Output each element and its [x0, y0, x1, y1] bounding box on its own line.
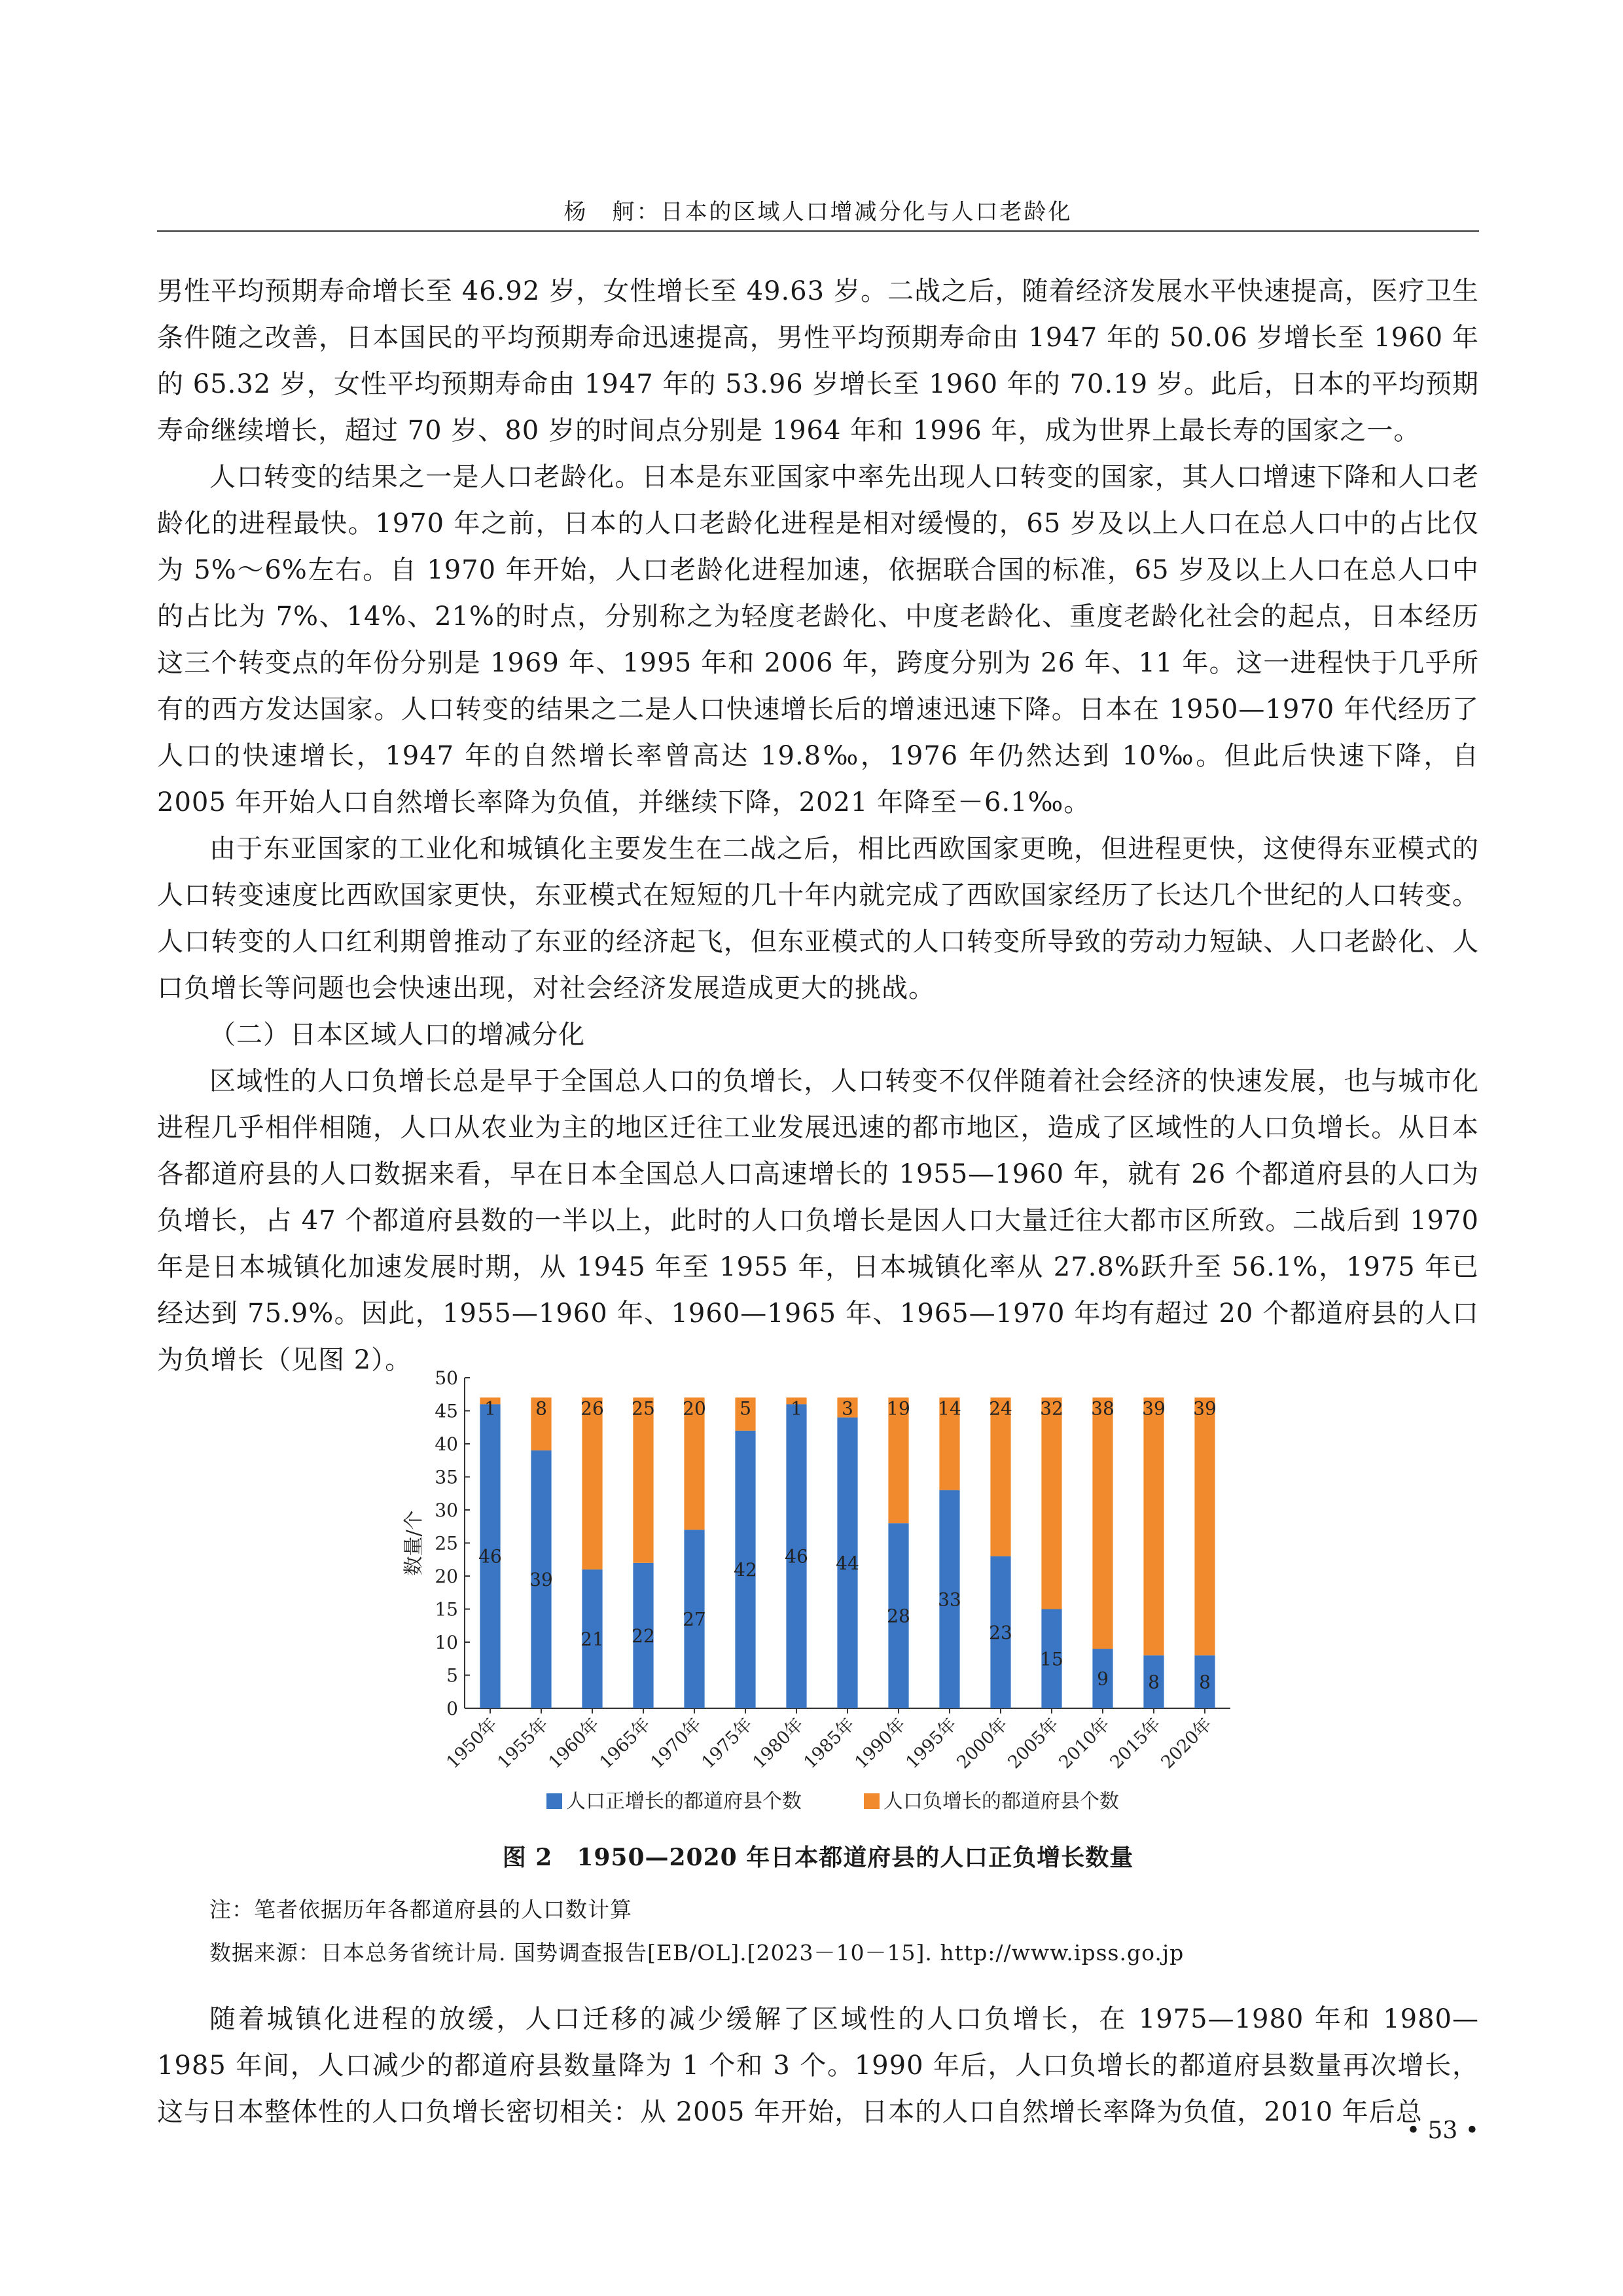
data-label-negative: 5 [740, 1397, 751, 1420]
data-label-positive: 46 [785, 1545, 808, 1568]
data-label-positive: 44 [836, 1552, 859, 1574]
running-header: 杨 舸：日本的区域人口增减分化与人口老龄化 [563, 199, 1073, 225]
figure-source: 数据来源：日本总务省统计局. 国势调查报告[EB/OL].[2023－10－15]. http://www.ipss.go.jp [209, 1940, 1185, 1965]
paragraph-east-asia: 由于东亚国家的工业化和城镇化主要发生在二战之后，相比西欧国家更晚，但进程更快，这使得东亚模式的人口转变速度比西欧国家更快，东亚模式在短短的几十年内就完成了西欧国家经历了长达几个世纪的人口转变。人口转变的人口红利期曾推动了东亚的经济起飞，但东亚模式的人口转变所导致的劳动力短缺、人口老龄化、人口负增长等问题也会快速出现，对社会经济发展造成更大的挑战。 [157, 834, 1479, 1003]
data-label-positive: 22 [632, 1624, 655, 1647]
x-tick-label: 1975年 [698, 1714, 757, 1773]
y-tick-label: 5 [446, 1664, 458, 1687]
data-label-negative: 1 [484, 1397, 496, 1420]
data-label-negative: 14 [938, 1397, 961, 1420]
data-label-positive: 28 [887, 1605, 910, 1627]
bar-negative [1092, 1397, 1113, 1649]
data-label-positive: 8 [1199, 1671, 1211, 1693]
x-tick-label: 2015年 [1106, 1714, 1165, 1773]
figure-note: 注：笔者依据历年各都道府县的人口数计算 [209, 1897, 632, 1922]
data-label-negative: 19 [887, 1397, 910, 1420]
data-label-positive: 9 [1097, 1668, 1109, 1690]
x-tick-label: 1980年 [749, 1714, 808, 1773]
legend-swatch-negative [864, 1793, 880, 1809]
stacked-bar-chart [402, 1342, 1257, 1852]
data-label-negative: 38 [1091, 1397, 1115, 1420]
y-tick-label: 40 [435, 1433, 458, 1455]
bar-negative [990, 1397, 1010, 1556]
paragraph-life-expectancy: 男性平均预期寿命增长至 46.92 岁，女性增长至 49.63 岁。二战之后，随着经济发展水平快速提高，医疗卫生条件随之改善，日本国民的平均预期寿命迅速提高，男性平均预期寿命由 1947 年的 50.06 岁增长至 1960 年的 65.32 岁，女性平均预期寿命由 1947 年的 53.96 岁增长至 1960 年的 70.19 岁。此后，日本的平均预期寿命继续增长，超过 70 岁、80 岁的时间点分别是 1964 年和 1996 年，成为世界上最长寿的国家之一。 [157, 276, 1479, 446]
data-label-positive: 42 [734, 1558, 757, 1581]
bar-negative [1194, 1397, 1215, 1655]
data-label-positive: 46 [478, 1545, 502, 1568]
x-tick-label: 1970年 [647, 1714, 705, 1773]
x-tick-label: 1990年 [851, 1714, 910, 1773]
bar-negative [1143, 1397, 1164, 1655]
legend-swatch-positive [546, 1793, 562, 1809]
x-tick-label: 2010年 [1055, 1714, 1114, 1773]
data-label-positive: 8 [1148, 1671, 1160, 1693]
y-tick-label: 30 [435, 1499, 458, 1521]
x-tick-label: 2020年 [1157, 1714, 1216, 1773]
legend-label-positive: 人口正增长的都道府县个数 [566, 1790, 802, 1813]
bar-negative [633, 1397, 653, 1563]
y-axis-label: 数量/个 [402, 1510, 425, 1576]
data-label-positive: 33 [938, 1588, 961, 1611]
data-label-negative: 25 [632, 1397, 655, 1420]
x-tick-label: 1995年 [902, 1714, 961, 1773]
data-label-negative: 32 [1040, 1397, 1063, 1420]
figure-caption: 图 2 1950—2020 年日本都道府县的人口正负增长数量 [502, 1844, 1134, 1871]
data-label-negative: 39 [1142, 1397, 1166, 1420]
page-number: • 53 • [1406, 2117, 1479, 2144]
x-tick-label: 1965年 [596, 1714, 654, 1773]
y-tick-label: 0 [446, 1698, 458, 1719]
bar-negative [1041, 1397, 1061, 1609]
legend-label-negative: 人口负增长的都道府县个数 [883, 1790, 1119, 1813]
body-text-bottom [157, 1996, 1479, 2136]
data-label-negative: 20 [683, 1397, 706, 1420]
header-rule [157, 230, 1479, 232]
figure-2-chart [402, 1342, 1257, 1852]
paragraph-aging: 人口转变的结果之一是人口老龄化。日本是东亚国家中率先出现人口转变的国家，其人口增速下降和人口老龄化的进程最快。1970 年之前，日本的人口老龄化进程是相对缓慢的，65 岁及以上人口在总人口中的占比仅为 5%～6%左右。自 1970 年开始，人口老龄化进程加速，依据联合国的标准，65 岁及以上人口在总人口中的占比为 7%、14%、21%的时点，分别称之为轻度老龄化、中度老龄化、重度老龄化社会的起点，日本经历这三个转变点的年份分别是 1969 年、1995 年和 2006 年，跨度分别为 26 年、11 年。这一进程快于几乎所有的西方发达国家。人口转变的结果之二是人口快速增长后的增速迅速下降。日本在 1950—1970 年代经历了人口的快速增长，1947 年的自然增长率曾高达 19.8‰，1976 年仍然达到 10‰。但此后快速下降，自 2005 年开始人口自然增长率降为负值，并继续下降，2021 年降至－6.1‰。 [157, 462, 1479, 817]
y-tick-label: 15 [435, 1598, 458, 1621]
body-text-top [157, 268, 1479, 1384]
section-subheading: （二）日本区域人口的增减分化 [209, 1020, 585, 1050]
data-label-positive: 27 [683, 1608, 706, 1630]
y-tick-label: 20 [435, 1566, 458, 1587]
x-tick-label: 1960年 [544, 1714, 603, 1773]
paragraph-regional: 区域性的人口负增长总是早于全国总人口的负增长，人口转变不仅伴随着社会经济的快速发展，也与城市化进程几乎相伴相随，人口从农业为主的地区迁往工业发展迅速的都市地区，造成了区域性的人口负增长。从日本各都道府县的人口数据来看，早在日本全国总人口高速增长的 1955—1960 年，就有 26 个都道府县的人口为负增长，占 47 个都道府县数的一半以上，此时的人口负增长是因人口大量迁往大都市区所致。二战后到 1970 年是日本城镇化加速发展时期，从 1945 年至 1955 年，日本城镇化率从 27.8%跃升至 56.1%，1975 年已经达到 75.9%。因此，1955—1960 年、1960—1965 年、1965—1970 年均有超过 20 个都道府县的人口为负增长（见图 2）。 [157, 1066, 1479, 1375]
data-label-negative: 1 [791, 1397, 802, 1420]
data-label-negative: 39 [1193, 1397, 1217, 1420]
data-label-positive: 23 [989, 1621, 1012, 1643]
bar-negative [582, 1397, 602, 1570]
x-tick-label: 2000年 [953, 1714, 1012, 1773]
data-label-negative: 26 [580, 1397, 604, 1420]
data-label-positive: 15 [1040, 1648, 1063, 1670]
data-label-positive: 21 [580, 1628, 604, 1650]
x-tick-label: 1950年 [442, 1714, 501, 1773]
data-label-negative: 24 [989, 1397, 1012, 1420]
y-tick-label: 35 [435, 1466, 458, 1488]
y-tick-label: 10 [435, 1632, 458, 1653]
data-label-positive: 39 [529, 1569, 553, 1591]
x-tick-label: 2005年 [1004, 1714, 1063, 1773]
x-tick-label: 1985年 [800, 1714, 859, 1773]
data-label-negative: 8 [535, 1397, 547, 1420]
y-tick-label: 25 [435, 1532, 458, 1554]
x-tick-label: 1955年 [493, 1714, 552, 1773]
y-tick-label: 50 [435, 1367, 458, 1389]
data-label-negative: 3 [842, 1397, 853, 1420]
y-tick-label: 45 [435, 1400, 458, 1422]
paragraph-urbanization: 随着城镇化进程的放缓，人口迁移的减少缓解了区域性的人口负增长，在 1975—1980 年和 1980—1985 年间，人口减少的都道府县数量降为 1 个和 3 个。1990 年后，人口负增长的都道府县数量再次增长，这与日本整体性的人口负增长密切相关：从 2005 年开始，日本的人口自然增长率降为负值，2010 年后总 [157, 2004, 1479, 2127]
